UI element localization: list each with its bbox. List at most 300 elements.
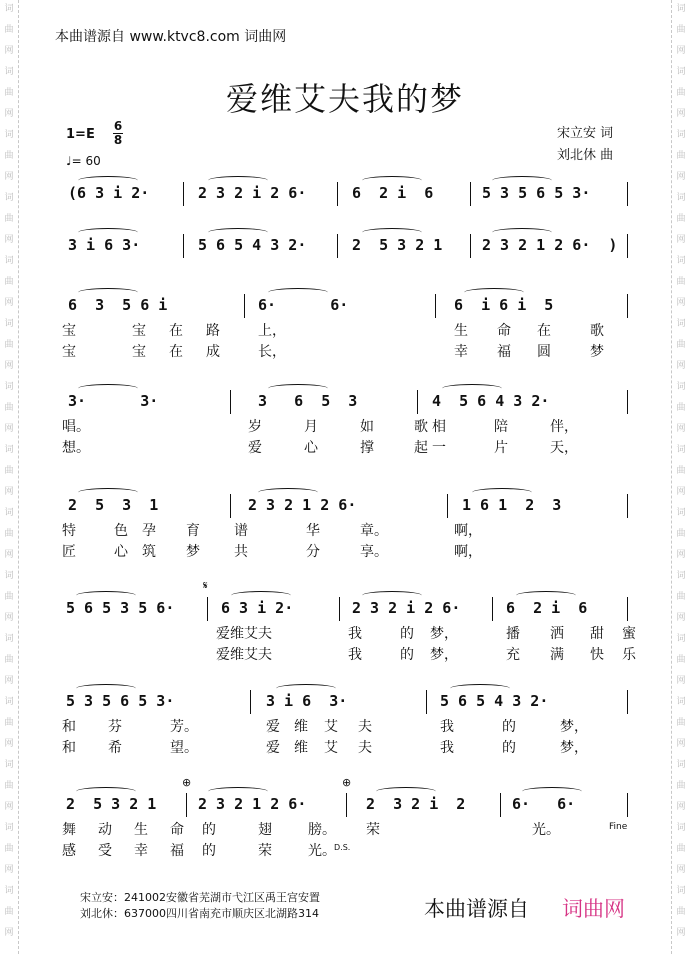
lyric-syllable: 唱。 [62,419,90,435]
lyric-syllable: 匠 [62,544,76,560]
watermark-glyph: 网 [676,802,686,812]
watermark-glyph: 曲 [676,214,686,224]
lyric-syllable: 夫 [358,719,372,735]
measure-notes: 6 3 i 2· [221,599,294,617]
slur-mark [208,787,268,796]
lyric-syllable: 感 [62,843,76,859]
barline [627,597,628,621]
lyric-syllable: 共 [234,544,248,560]
watermark-glyph: 曲 [676,277,686,287]
slur-mark [76,591,136,600]
lyric-syllable: 啊， [454,544,482,560]
lyric-syllable: 圆 [537,344,551,360]
lyric-syllable: 起 [414,440,428,456]
score-row [62,392,632,418]
measure-notes: 2 3 2 i 2 [366,795,466,813]
key-signature: 1=E [66,127,95,142]
measure-notes: (6 3 i 2· [68,184,150,202]
lyric-syllable: 播 [506,626,520,642]
measure-notes: 5 3 5 6 5 3· [482,184,591,202]
watermark-glyph: 网 [676,361,686,371]
watermark-glyph: 网 [676,928,686,938]
slur-mark [464,288,524,297]
tempo-mark: ♩= 60 [66,154,101,168]
barline [627,494,628,518]
measure-notes: 6 2 i 6 [352,184,434,202]
watermark-glyph: 词 [676,508,686,518]
barline [470,234,471,258]
footer-line-2: 刘北休：637000四川省南充市顺庆区北湖路314 [80,907,319,920]
lyric-syllable: 梦， [430,647,458,663]
watermark-glyph: 词 [4,130,14,140]
lyric-syllable: 如 [360,419,374,435]
lyric-syllable: 梦， [560,719,588,735]
watermark-glyph: 词 [4,634,14,644]
measure-notes: 2 3 2 i 2 6· [352,599,461,617]
lyric-syllable: 章。 [360,523,388,539]
lyric-syllable: 撑 [360,440,374,456]
coda-icon: ⊕ [182,776,192,789]
slur-mark [78,228,138,237]
watermark-glyph: 曲 [676,907,686,917]
lyric-syllable: 的 [502,719,516,735]
lyric-syllable: 甜 [590,626,604,642]
score-row [62,184,632,210]
measure-notes: 3 i 6 3· [266,692,348,710]
lyric-syllable: 生 [454,323,468,339]
lyric-syllable: 充 [506,647,520,663]
slur-mark [78,176,138,185]
barline [417,390,418,414]
barline [337,182,338,206]
lyric-syllable: 艾 [324,719,338,735]
barline [627,390,628,414]
brand-site: 词曲网 [562,897,625,921]
watermark-glyph: 曲 [676,718,686,728]
barline [492,597,493,621]
lyric-syllable: 动 [98,822,112,838]
measure-notes: 2 5 3 1 [68,496,159,514]
measure-notes: 2 3 2 i 2 6· [198,184,307,202]
watermark-glyph: 曲 [4,844,14,854]
measure-notes: 2 5 3 2 1 [66,795,157,813]
lyric-syllable: 的 [502,740,516,756]
watermark-glyph: 词 [4,886,14,896]
lyric-syllable: 膀。 [308,822,336,838]
lyric-syllable: 特 [62,523,76,539]
measure-notes: 2 5 3 2 1 [352,236,443,254]
watermark-glyph: 曲 [676,592,686,602]
lyric-syllable: 宝 [132,344,146,360]
lyric-syllable: 啊， [454,523,482,539]
lyric-syllable: 维 [294,740,308,756]
measure-notes: 6 3 5 6 i [68,296,168,314]
watermark-glyph: 词 [676,886,686,896]
lyric-syllable: 的 [202,822,216,838]
measure-notes: 2 3 2 1 2 6· ) [482,236,618,254]
watermark-glyph: 词 [676,382,686,392]
watermark-glyph: 曲 [4,781,14,791]
segno-icon: 𝄋 [203,579,208,592]
lyric-syllable: 路 [206,323,220,339]
lyric-syllable: 在 [169,344,183,360]
watermark-glyph: 曲 [676,529,686,539]
lyric-syllable: 的 [400,647,414,663]
score-row [62,599,632,625]
lyric-syllable: 爱 [266,719,280,735]
lyric-syllable: 天， [550,440,578,456]
watermark-glyph: 网 [4,172,14,182]
watermark-glyph: 词 [4,823,14,833]
measure-notes: 3 6 5 3 [258,392,358,410]
lyric-syllable: 陪 [494,419,508,435]
watermark-glyph: 词 [4,571,14,581]
lyric-syllable: 芬 [108,719,122,735]
watermark-glyph: 曲 [4,403,14,413]
lyric-syllable: 爱维艾夫 [216,626,272,642]
left-watermark-strip [0,0,19,954]
measure-notes: 6· 6· [258,296,349,314]
lyric-syllable: 光。 [308,843,336,859]
slur-mark [516,591,576,600]
watermark-glyph: 曲 [676,781,686,791]
watermark-glyph: 网 [4,865,14,875]
fine-mark: Fine [609,822,628,832]
lyric-syllable: 相 [432,419,446,435]
watermark-glyph: 词 [4,319,14,329]
score-row [62,795,632,821]
watermark-glyph: 网 [676,487,686,497]
lyric-syllable: 梦 [186,544,200,560]
watermark-glyph: 曲 [4,907,14,917]
lyric-syllable: 心 [114,544,128,560]
lyric-syllable: 受 [98,843,112,859]
measure-notes: 5 6 5 4 3 2· [198,236,307,254]
watermark-glyph: 网 [676,613,686,623]
lyric-syllable: 伴， [550,419,578,435]
watermark-glyph: 网 [676,109,686,119]
barline [447,494,448,518]
watermark-glyph: 曲 [4,25,14,35]
watermark-glyph: 曲 [4,340,14,350]
watermark-glyph: 网 [676,865,686,875]
slur-mark [362,176,422,185]
lyric-syllable: 歌 [590,323,604,339]
lyric-syllable: 快 [590,647,604,663]
lyric-syllable: 宝 [132,323,146,339]
watermark-glyph: 词 [676,4,686,14]
slur-mark [362,591,422,600]
lyric-syllable: 舞 [62,822,76,838]
watermark-glyph: 网 [4,739,14,749]
measure-notes: 3· 3· [68,392,159,410]
lyric-syllable: 梦 [590,344,604,360]
watermark-glyph: 曲 [4,592,14,602]
watermark-glyph: 词 [4,67,14,77]
watermark-glyph: 词 [4,4,14,14]
lyric-syllable: 爱 [266,740,280,756]
lyric-syllable: 歌 [414,419,428,435]
watermark-glyph: 曲 [676,403,686,413]
score-row [62,296,632,322]
watermark-glyph: 词 [676,67,686,77]
watermark-glyph: 网 [676,739,686,749]
watermark-glyph: 词 [676,823,686,833]
right-watermark-strip [671,0,690,954]
watermark-glyph: 词 [676,445,686,455]
measure-notes: 5 3 5 6 5 3· [66,692,175,710]
lyric-syllable: 一 [432,440,446,456]
lyric-syllable: 孕 [142,523,156,539]
lyric-syllable: 在 [169,323,183,339]
watermark-glyph: 网 [4,676,14,686]
lyric-syllable: 我 [440,740,454,756]
lyric-syllable: 华 [306,523,320,539]
song-title: 爱维艾夫我的梦 [225,80,464,118]
lyric-syllable: 乐 [622,647,636,663]
watermark-glyph: 网 [676,46,686,56]
lyric-syllable: 谱 [234,523,248,539]
lyric-syllable: 片 [494,440,508,456]
lyric-syllable: 满 [550,647,564,663]
lyric-syllable: 的 [400,626,414,642]
measure-notes: 6· 6· [512,795,576,813]
barline [627,690,628,714]
lyric-syllable: 和 [62,740,76,756]
slur-mark [258,488,318,497]
watermark-glyph: 网 [676,298,686,308]
lyric-syllable: 光。 [532,822,560,838]
lyric-syllable: 分 [306,544,320,560]
watermark-glyph: 词 [4,508,14,518]
barline [337,234,338,258]
slur-mark [268,288,328,297]
watermark-glyph: 曲 [4,151,14,161]
ds-mark: D.S. [334,843,351,852]
lyric-syllable: 育 [186,523,200,539]
lyric-syllable: 福 [170,843,184,859]
score-row [62,496,632,522]
lyric-syllable: 夫 [358,740,372,756]
watermark-glyph: 曲 [4,277,14,287]
watermark-glyph: 网 [4,109,14,119]
lyric-syllable: 和 [62,719,76,735]
barline [230,494,231,518]
watermark-glyph: 曲 [676,655,686,665]
watermark-glyph: 网 [676,676,686,686]
barline [250,690,251,714]
measure-notes: 2 3 2 1 2 6· [248,496,357,514]
lyric-syllable: 爱维艾夫 [216,647,272,663]
watermark-glyph: 曲 [4,718,14,728]
lyric-syllable: 蜜 [622,626,636,642]
lyric-syllable: 宝 [62,323,76,339]
watermark-glyph: 网 [4,424,14,434]
slur-mark [492,228,552,237]
barline [244,294,245,318]
slur-mark [76,684,136,693]
source-header: 本曲谱源自 www.ktvc8.com 词曲网 [55,29,287,45]
lyric-syllable: 岁 [248,419,262,435]
watermark-glyph: 词 [676,319,686,329]
watermark-glyph: 词 [4,445,14,455]
lyric-syllable: 梦， [430,626,458,642]
watermark-glyph: 词 [676,760,686,770]
lyricist-credit: 宋立安 词 [557,126,614,141]
lyric-syllable: 宝 [62,344,76,360]
lyric-syllable: 心 [304,440,318,456]
watermark-glyph: 曲 [676,25,686,35]
lyric-syllable: 芳。 [170,719,198,735]
lyric-syllable: 幸 [134,843,148,859]
watermark-glyph: 词 [676,634,686,644]
barline [627,182,628,206]
watermark-glyph: 网 [4,298,14,308]
watermark-glyph: 网 [676,172,686,182]
lyric-syllable: 艾 [324,740,338,756]
watermark-glyph: 曲 [676,340,686,350]
watermark-glyph: 词 [676,697,686,707]
watermark-glyph: 词 [4,193,14,203]
watermark-glyph: 曲 [4,88,14,98]
barline [500,793,501,817]
lyric-syllable: 幸 [454,344,468,360]
lyric-syllable: 希 [108,740,122,756]
lyric-syllable: 命 [170,822,184,838]
slur-mark [492,176,552,185]
slur-mark [208,228,268,237]
slur-mark [76,787,136,796]
lyric-syllable: 翅 [258,822,272,838]
barline [183,182,184,206]
lyric-syllable: 色 [114,523,128,539]
slur-mark [450,684,510,693]
watermark-glyph: 网 [4,802,14,812]
barline [186,793,187,817]
watermark-glyph: 曲 [4,529,14,539]
watermark-glyph: 网 [4,361,14,371]
slur-mark [276,684,336,693]
lyric-syllable: 洒 [550,626,564,642]
lyric-syllable: 在 [537,323,551,339]
watermark-glyph: 曲 [4,655,14,665]
slur-mark [522,787,582,796]
measure-notes: 2 3 2 1 2 6· [198,795,307,813]
barline [183,234,184,258]
measure-notes: 5 6 5 4 3 2· [440,692,549,710]
lyric-syllable: 梦， [560,740,588,756]
lyric-syllable: 爱 [248,440,262,456]
barline [627,294,628,318]
lyric-syllable: 长， [258,344,286,360]
watermark-glyph: 网 [4,928,14,938]
slur-mark [442,384,502,393]
watermark-glyph: 词 [4,697,14,707]
barline [435,294,436,318]
lyric-syllable: 的 [202,843,216,859]
watermark-glyph: 网 [4,46,14,56]
lyric-syllable: 想。 [62,440,90,456]
barline [207,597,208,621]
barline [230,390,231,414]
coda-icon-2: ⊕ [342,776,352,789]
footer-line-1: 宋立安：241002安徽省芜湖市弋江区禹王宫安置 [80,891,320,904]
brand-text: 本曲谱源自 [424,897,529,921]
watermark-glyph: 曲 [4,214,14,224]
slur-mark [78,384,138,393]
watermark-glyph: 词 [4,760,14,770]
watermark-glyph: 词 [676,130,686,140]
watermark-glyph: 词 [4,382,14,392]
lyric-syllable: 命 [497,323,511,339]
lyric-syllable: 福 [497,344,511,360]
watermark-glyph: 网 [4,613,14,623]
measure-notes: 6 2 i 6 [506,599,588,617]
watermark-glyph: 网 [4,550,14,560]
slur-mark [78,488,138,497]
slur-mark [208,176,268,185]
watermark-glyph: 词 [676,256,686,266]
lyric-syllable: 享。 [360,544,388,560]
watermark-glyph: 网 [676,550,686,560]
barline [627,234,628,258]
lyric-syllable: 生 [134,822,148,838]
barline [426,690,427,714]
watermark-glyph: 网 [676,424,686,434]
slur-mark [78,288,138,297]
barline [339,597,340,621]
watermark-glyph: 曲 [4,466,14,476]
lyric-syllable: 月 [304,419,318,435]
measure-notes: 5 6 5 3 5 6· [66,599,175,617]
lyric-syllable: 望。 [170,740,198,756]
score-row [62,692,632,718]
barline [346,793,347,817]
watermark-glyph: 曲 [676,151,686,161]
lyric-syllable: 荣 [366,822,380,838]
watermark-glyph: 词 [676,193,686,203]
measure-notes: 1 6 1 2 3 [462,496,562,514]
slur-mark [362,228,422,237]
slur-mark [472,488,532,497]
slur-mark [376,787,436,796]
slur-mark [268,384,328,393]
measure-notes: 6 i 6 i 5 [454,296,554,314]
time-signature: 6 8 [113,119,123,147]
lyric-syllable: 成 [206,344,220,360]
lyric-syllable: 筑 [142,544,156,560]
watermark-glyph: 曲 [676,844,686,854]
barline [627,793,628,817]
lyric-syllable: 我 [348,647,362,663]
watermark-glyph: 网 [676,235,686,245]
score-row [62,236,632,262]
barline [470,182,471,206]
watermark-glyph: 曲 [676,466,686,476]
watermark-glyph: 网 [4,235,14,245]
lyric-syllable: 上， [258,323,286,339]
composer-credit: 刘北休 曲 [557,148,614,163]
lyric-syllable: 维 [294,719,308,735]
lyric-syllable: 我 [440,719,454,735]
measure-notes: 3 i 6 3· [68,236,141,254]
lyric-syllable: 荣 [258,843,272,859]
slur-mark [231,591,291,600]
watermark-glyph: 词 [676,571,686,581]
lyric-syllable: 我 [348,626,362,642]
watermark-glyph: 网 [4,487,14,497]
watermark-glyph: 词 [4,256,14,266]
